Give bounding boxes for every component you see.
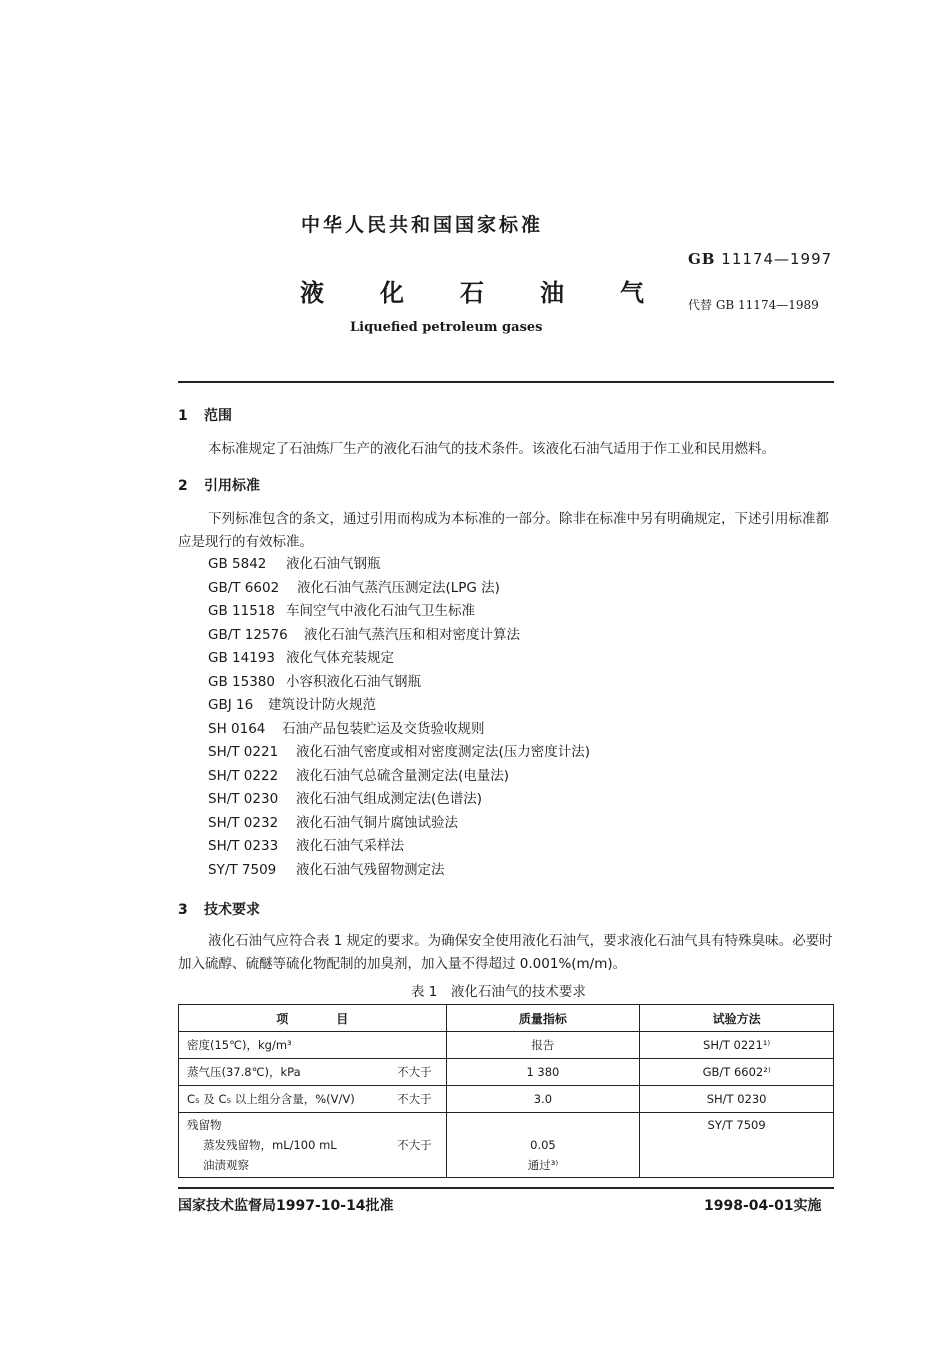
row-value: 3.0 (446, 1086, 640, 1113)
section-3-heading (178, 899, 260, 919)
reference-code: GB 11518 (208, 603, 275, 619)
section-3-text: 液化石油气应符合表 1 规定的要求。为确保安全使用液化石油气，要求液化石油气具有特殊臭味。必要时加入硫醇、硫醚等硫化物配制的加臭剂，加入量不得超过 0.001%(m/m)。 (178, 933, 833, 972)
sub-item-label: 油渍观察 (203, 1158, 249, 1172)
section-title: 技术要求 (204, 902, 260, 918)
item-label: 密度(15℃)，kg/m³ (187, 1038, 292, 1052)
reference-code: SH/T 0230 (208, 791, 279, 807)
section-number: 3 (178, 902, 188, 918)
section-1-text: 本标准规定了石油炼厂生产的液化石油气的技术条件。该液化石油气适用于作工业和民用燃料。 (208, 441, 775, 457)
document-title: 液化石油气 (300, 279, 700, 307)
row-item (179, 1113, 447, 1178)
reference-name: 液化石油气钢瓶 (286, 556, 381, 572)
table-row (179, 1086, 834, 1113)
row-item (179, 1059, 447, 1086)
english-title: Liquefied petroleum gases (350, 320, 543, 335)
item-limit: 不大于 (397, 1138, 432, 1152)
row-method: GB/T 6602²⁾ (640, 1059, 834, 1086)
row-method (640, 1113, 834, 1178)
section-title: 引用标准 (204, 478, 260, 494)
reference-item (208, 859, 590, 883)
reference-item (208, 788, 590, 812)
reference-code: SH/T 0221 (208, 744, 279, 760)
sub-value: 0.05 (530, 1138, 556, 1152)
approval-statement: 国家技术监督局1997-10-14批准 (178, 1198, 394, 1214)
replaces-standard: 代替 GB 11174—1989 (688, 298, 819, 312)
reference-name: 小容积液化石油气钢瓶 (286, 673, 421, 690)
item-label: C₅ 及 C₅ 以上组分含量，%(V/V) (187, 1092, 355, 1106)
footer-divider (178, 1187, 834, 1189)
reference-item (208, 624, 590, 648)
section-number: 2 (178, 478, 188, 494)
reference-name: 液化气体充装规定 (286, 650, 394, 666)
item-limit: 不大于 (397, 1065, 432, 1079)
reference-name: 液化石油气蒸汽压和相对密度计算法 (304, 626, 520, 643)
sub-item-label: 蒸发残留物，mL/100 mL (203, 1138, 337, 1152)
reference-code: GBJ 16 (208, 697, 254, 713)
standard-prefix: GB (688, 250, 716, 268)
reference-item (208, 600, 590, 624)
reference-item (208, 553, 590, 577)
reference-name: 液化石油气铜片腐蚀试验法 (296, 814, 458, 831)
reference-name: 车间空气中液化石油气卫生标准 (286, 603, 475, 619)
row-item (179, 1032, 447, 1059)
reference-code: GB/T 6602 (208, 579, 280, 596)
reference-code: GB 15380 (208, 673, 275, 690)
reference-name: 建筑设计防火规范 (268, 697, 376, 713)
item-label: 蒸气压(37.8℃)，kPa (187, 1065, 301, 1079)
row-value (446, 1113, 640, 1178)
reference-name: 液化石油气采样法 (296, 838, 404, 854)
row-method: SH/T 0230 (640, 1086, 834, 1113)
table-header-row (179, 1005, 834, 1032)
method-value: SY/T 7509 (707, 1118, 766, 1132)
reference-code: SY/T 7509 (208, 861, 277, 878)
reference-name: 石油产品包装贮运及交货验收规则 (282, 720, 485, 737)
reference-item (208, 694, 590, 718)
sub-item (187, 1135, 438, 1155)
reference-code: SH 0164 (208, 720, 266, 737)
reference-code: SH/T 0232 (208, 814, 279, 831)
reference-item (208, 718, 590, 742)
reference-name: 液化石油气总硫含量测定法(电量法) (296, 767, 510, 784)
issuing-organization: 中华人民共和国国家标准 (301, 214, 544, 236)
header-divider (178, 381, 834, 383)
row-value: 报告 (446, 1032, 640, 1059)
item-label: 残留物 (187, 1118, 222, 1132)
reference-code: GB/T 12576 (208, 626, 288, 643)
reference-name: 液化石油气密度或相对密度测定法(压力密度计法) (296, 744, 591, 760)
reference-code: SH/T 0222 (208, 767, 279, 784)
table-caption: 表 1 液化石油气的技术要求 (411, 984, 586, 1000)
reference-item (208, 577, 590, 601)
reference-list (208, 553, 590, 882)
section-2-heading (178, 475, 260, 495)
effective-date: 1998-04-01实施 (704, 1198, 822, 1214)
table-row (179, 1059, 834, 1086)
row-value: 1 380 (446, 1059, 640, 1086)
section-2-text: 下列标准包含的条文，通过引用而构成为本标准的一部分。除非在标准中另有明确规定，下述引用标准都应是现行的有效标准。 (178, 511, 829, 550)
standard-code: 11174—1997 (721, 250, 833, 268)
reference-code: GB 5842 (208, 556, 267, 572)
reference-code: GB 14193 (208, 650, 275, 666)
reference-name: 液化石油气残留物测定法 (296, 861, 445, 878)
row-method: SH/T 0221¹⁾ (640, 1032, 834, 1059)
reference-item (208, 812, 590, 836)
reference-item (208, 671, 590, 695)
spec-table (178, 1004, 834, 1178)
section-1-heading (178, 405, 232, 425)
section-number: 1 (178, 408, 188, 424)
reference-item (208, 765, 590, 789)
reference-name: 液化石油气组成测定法(色谱法) (296, 791, 483, 807)
header-value: 质量指标 (446, 1005, 640, 1032)
standard-number (688, 250, 832, 268)
table-row (179, 1032, 834, 1059)
reference-item (208, 647, 590, 671)
reference-item (208, 741, 590, 765)
table-row-residue (179, 1113, 834, 1178)
sub-value: 通过³⁾ (527, 1158, 559, 1172)
reference-code: SH/T 0233 (208, 838, 279, 854)
item-limit: 不大于 (397, 1092, 432, 1106)
header-item: 项 目 (179, 1005, 447, 1032)
header-method: 试验方法 (640, 1005, 834, 1032)
row-item (179, 1086, 447, 1113)
section-title: 范围 (204, 408, 232, 424)
reference-item (208, 835, 590, 859)
reference-name: 液化石油气蒸汽压测定法(LPG 法) (297, 579, 500, 596)
